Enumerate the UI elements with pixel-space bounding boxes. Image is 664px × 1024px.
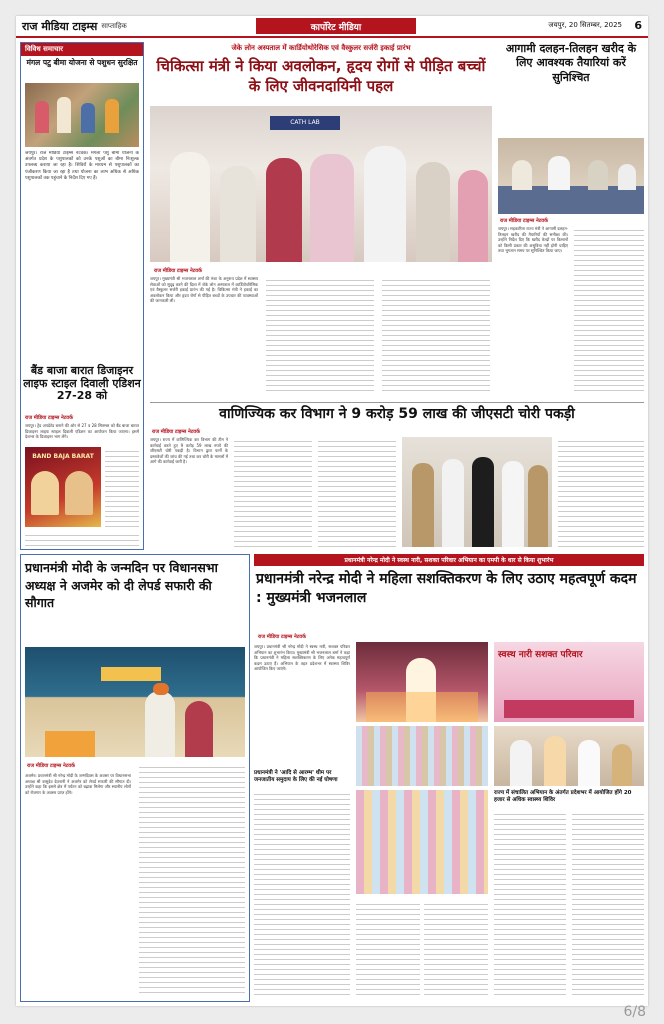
story-body: जयपुर। राज मीडिया टाइम्स नेटवर्क। मंगला पशु बीमा योजना के अंतर्गत प्रदेश के पशुपालकों को उनके पशुओं का बीमा निःशुल्क उपलब्ध कराया जा रहा है। शिविरों के माध्यम से पशुपालकों का पंजीकरण किया जा रहा है तथा योजना का लाभ अधिक से अधिक पशुपालकों तक पहुंचाने के निर्देश दिए गए हैं। (25, 151, 139, 181)
story-byline: राज मीडिया टाइम्स नेटवर्क (500, 218, 548, 224)
right-story (498, 42, 644, 398)
page-number: 6 (634, 19, 642, 32)
women-headline: प्रधानमंत्री नरेन्द्र मोदी ने महिला सशक्तिकरण के लिए उठाए महत्वपूर्ण कदम : मुख्यमंत्री भजनलाल (256, 571, 637, 606)
story-byline: राज मीडिया टाइम्स नेटवर्क (27, 763, 75, 769)
main-headline: चिकित्सा मंत्री ने किया अवलोकन, हृदय रोगों से पीड़ित बच्चों के लिए जीवनदायिनी पहल (156, 57, 486, 96)
leopard-headline: प्रधानमंत्री मोदी के जन्मदिन पर विधानसभा अध्यक्ष ने अजमेर को दी लेपर्ड सफारी की सौगात (25, 560, 218, 610)
audience-photo (356, 726, 488, 786)
main-story (150, 42, 492, 398)
story-body: जयपुर। प्रधानमंत्री श्री नरेन्द्र मोदी ने स्वस्थ नारी, सशक्त परिवार अभियान का शुभारंभ किया। मुख्यमंत्री श्री भजनलाल शर्मा ने कहा कि प्रधानमंत्री ने महिला सशक्तिकरण के लिए अनेक महत्वपूर्ण कदम उठाए हैं। अभियान के तहत प्रदेशभर में स्वास्थ्य शिविर आयोजित किए जाएंगे। (254, 644, 350, 671)
story-kicker: जेके लोन अस्पताल में कार्डियोथोरेसिक एवं वैस्कुलर सर्जरी इकाई प्रारंभ (231, 44, 411, 52)
hospital-visit-photo (150, 106, 492, 262)
masthead (16, 16, 648, 38)
story-byline: राज मीडिया टाइम्स नेटवर्क (154, 268, 202, 274)
banner: CATH LAB (270, 116, 340, 130)
poster-title: BAND BAJA BARAT (32, 453, 94, 460)
paper-name: राज मीडिया टाइम्स (22, 19, 98, 33)
campaign-banner (494, 642, 644, 722)
women-rally-photo (356, 790, 488, 894)
subhead: राज्य में संचालित अभियान के अंतर्गत प्रदेशभर में आयोजित होंगे 20 हजार से अधिक स्वास्थ्य शिविर (494, 790, 632, 804)
story-body: जयपुर। मुख्यमंत्री श्री भजनलाल शर्मा की मंशा के अनुरूप प्रदेश में स्वास्थ्य सेवाओं को सुदृढ़ करने की दिशा में जेके लोन अस्पताल में कार्डियोथोरेसिक एवं वैस्कुलर सर्जरी इकाई प्रारंभ की गई है। चिकित्सा मंत्री ने इकाई का अवलोकन किया और हृदय रोगों से पीड़ित बच्चों के उपचार की व्यवस्थाओं की जानकारी ली। (150, 276, 258, 303)
story-byline: राज मीडिया टाइम्स नेटवर्क (25, 415, 73, 421)
edition-label: साप्ताहिक (101, 21, 127, 30)
women-story (254, 554, 644, 1002)
band-baja-poster (25, 447, 101, 527)
story-body: जयपुर। सहकारिता राज्य मंत्री ने आगामी दलहन-तिलहन खरीद की तैयारियों की समीक्षा की। उन्होंने निर्देश दिए कि खरीद केन्द्रों पर किसानों को किसी प्रकार की असुविधा नहीं होनी चाहिए तथा भुगतान समय पर सुनिश्चित किया जाए। (498, 226, 568, 253)
story-byline: राज मीडिया टाइम्स नेटवर्क (258, 634, 306, 640)
left-column (20, 42, 144, 550)
issue-date: जयपुर, 20 सितम्बर, 2025 (548, 21, 622, 29)
story-byline: राज मीडिया टाइम्स नेटवर्क (152, 429, 200, 435)
banner-text: स्वस्थ नारी सशक्त परिवार (498, 650, 583, 660)
insurance-photo (25, 83, 139, 147)
leopard-event-photo (25, 647, 245, 757)
page-indicator: 6/8 (623, 1004, 646, 1020)
subhead: प्रधानमंत्री ने 'आदि से आरम्भ' थीम पर जनजातीय समुदाय के लिए की नई घोषणा (254, 770, 338, 784)
section-banner: कार्पोरेट मीडिया (256, 18, 416, 34)
officials-photo (494, 726, 644, 786)
gst-headline: वाणिज्यिक कर विभाग ने 9 करोड़ 59 लाख की जीएसटी चोरी पकड़ी (219, 406, 575, 422)
column-header: विविध समाचार (21, 43, 143, 56)
story-body: जयपुर। ट्रेंड अपडेटेड बनाने की ओर से 27 व 28 सितम्बर को बैंड बाजा बारात डिजाइनर लाइफ स्टाइल दिवाली एडिशन का आयोजन किया जाएगा। इसमें देशभर के डिजाइनर भाग लेंगे। (25, 423, 139, 439)
story-body: अजमेर। प्रधानमंत्री श्री नरेन्द्र मोदी के जन्मदिवस के अवसर पर विधानसभा अध्यक्ष श्री वासुदेव देवनानी ने अजमेर को लेपर्ड सफारी की सौगात दी। उन्होंने कहा कि इससे क्षेत्र में पर्यटन को बढ़ावा मिलेगा और स्थानीय लोगों को रोजगार के अवसर प्राप्त होंगे। (25, 773, 131, 795)
gst-story (150, 402, 644, 550)
band-baja-headline: बैंड बाजा बारात डिजाइनर लाइफ स्टाइल दिवाली एडिशन 27-28 को (23, 364, 141, 403)
story-body: जयपुर। राज्य में वाणिज्यिक कर विभाग की टीम ने कार्रवाई करते हुए 9 करोड़ 59 लाख रुपये की जीएसटी चोरी पकड़ी है। विभाग द्वारा फर्मों के दस्तावेजों की जांच की गई तथा कर चोरी के मामलों में आगे की कार्रवाई जारी है। (150, 437, 228, 464)
story-kicker: प्रधानमंत्री नरेन्द्र मोदी ने स्वस्थ नारी, सशक्त परिवार अभियान का एमपी के धार से किया शुभारंभ (254, 554, 644, 566)
pm-stage-photo (356, 642, 488, 722)
newspaper-page (16, 16, 648, 1006)
leopard-story (20, 554, 250, 1002)
gst-officials-photo (402, 437, 552, 547)
story-headline: मंगल पटु बीमा योजना से पशुधन सुरक्षित (26, 58, 138, 67)
right-headline: आगामी दलहन-तिलहन खरीद के लिए आवश्यक तैयारियां करें सुनिश्चित (505, 42, 637, 84)
meeting-photo (498, 138, 644, 214)
